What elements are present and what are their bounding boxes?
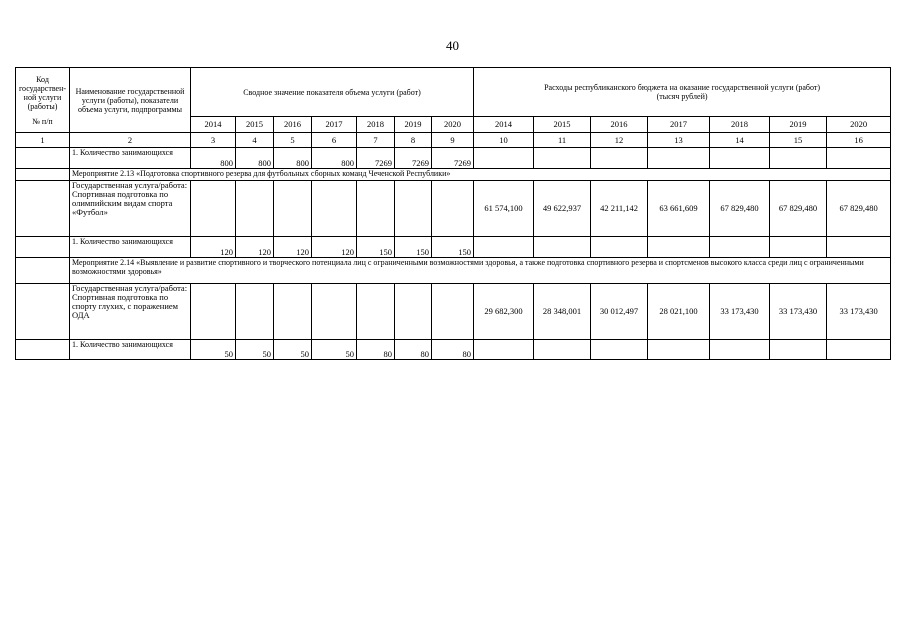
code-cell [16,237,70,258]
expense-year: 2020 [827,117,891,133]
expense-cell: 49 622,937 [534,181,591,237]
event-row [16,258,891,284]
column-number: 1 [16,133,70,148]
expense-year: 2018 [710,117,770,133]
expense-cell: 42 211,142 [591,181,648,237]
expense-cell: 67 829,480 [710,181,770,237]
column-number: 3 [191,133,236,148]
column-number: 6 [312,133,357,148]
volume-cell: 150 [395,237,432,258]
volume-cell: 50 [274,340,312,360]
expense-cell [648,340,710,360]
volume-header: Сводное значение показателя объема услуги (работ) [191,68,474,117]
volume-cell: 800 [191,148,236,169]
indicator-name: 1. Количество занимающихся [70,237,191,258]
expense-cell [648,148,710,169]
column-number: 7 [357,133,395,148]
expense-cell [827,148,891,169]
expense-cell [770,148,827,169]
volume-cell [191,181,236,237]
volume-cell [357,284,395,340]
column-number: 2 [70,133,191,148]
expense-cell [827,237,891,258]
volume-cell: 80 [395,340,432,360]
column-number: 16 [827,133,891,148]
expense-cell [474,340,534,360]
expense-cell: 61 574,100 [474,181,534,237]
volume-year: 2020 [432,117,474,133]
volume-cell [395,181,432,237]
volume-cell [395,284,432,340]
code-cell [16,340,70,360]
service-name: Государственная услуга/работа: Спортивная подготовка по спорту глухих, с поражением ОДА [70,284,191,340]
table-row [16,148,891,169]
code-cell [16,181,70,237]
volume-cell [274,181,312,237]
expense-cell [534,148,591,169]
expense-cell: 33 173,430 [710,284,770,340]
expense-cell [648,237,710,258]
expense-header-line2: (тысяч рублей) [656,92,708,101]
column-number: 14 [710,133,770,148]
expense-cell: 67 829,480 [827,181,891,237]
column-number: 4 [236,133,274,148]
row-number-header: № п/п [32,116,53,126]
table-row [16,284,891,340]
expense-cell [770,237,827,258]
expense-cell: 33 173,430 [770,284,827,340]
expense-header-line1: Расходы республиканского бюджета на оказание государственной услуги (работ) [544,83,821,92]
volume-cell [432,284,474,340]
expense-cell [591,148,648,169]
column-number: 13 [648,133,710,148]
table-row [16,237,891,258]
column-number: 15 [770,133,827,148]
expense-cell: 28 021,100 [648,284,710,340]
expense-cell [710,340,770,360]
code-cell [16,148,70,169]
service-name: Государственная услуга/работа: Спортивная подготовка по олимпийским видам спорта «Футбол» [70,181,191,237]
expense-cell: 29 682,300 [474,284,534,340]
expense-cell: 63 661,609 [648,181,710,237]
code-header: Код государствен-ной услуги (работы) [18,74,67,111]
event-row [16,169,891,181]
code-cell [16,258,70,284]
column-number: 8 [395,133,432,148]
expense-cell [827,340,891,360]
expense-cell [474,148,534,169]
expense-cell: 33 173,430 [827,284,891,340]
volume-cell [274,284,312,340]
column-number: 12 [591,133,648,148]
volume-cell: 80 [432,340,474,360]
volume-cell: 50 [312,340,357,360]
volume-year: 2019 [395,117,432,133]
volume-cell [236,284,274,340]
code-header-cell [16,68,70,133]
volume-cell: 800 [312,148,357,169]
volume-cell: 150 [357,237,395,258]
volume-cell: 800 [274,148,312,169]
volume-cell [432,181,474,237]
indicator-name: 1. Количество занимающихся [70,340,191,360]
expense-cell [710,237,770,258]
expense-cell: 67 829,480 [770,181,827,237]
volume-cell: 120 [191,237,236,258]
expense-cell [770,340,827,360]
volume-cell: 120 [274,237,312,258]
page-number: 40 [446,38,459,53]
expense-year: 2019 [770,117,827,133]
volume-cell [312,181,357,237]
header-row [16,68,891,117]
volume-year: 2018 [357,117,395,133]
volume-cell [357,181,395,237]
volume-year: 2014 [191,117,236,133]
volume-cell [312,284,357,340]
budget-table [15,67,891,360]
expense-year: 2017 [648,117,710,133]
expense-cell [474,237,534,258]
expense-header [474,68,891,117]
volume-year: 2017 [312,117,357,133]
event-2-13-title: Мероприятие 2.13 «Подготовка спортивного резерва для футбольных сборных команд Чеченской Республики» [70,169,891,181]
code-cell [16,169,70,181]
volume-cell: 150 [432,237,474,258]
expense-cell: 30 012,497 [591,284,648,340]
column-number: 9 [432,133,474,148]
volume-year: 2015 [236,117,274,133]
volume-cell: 7269 [432,148,474,169]
code-cell [16,284,70,340]
volume-cell [236,181,274,237]
volume-cell: 7269 [357,148,395,169]
expense-cell [534,340,591,360]
expense-year: 2014 [474,117,534,133]
volume-cell: 50 [236,340,274,360]
volume-cell [191,284,236,340]
table-row [16,340,891,360]
event-2-14-title: Мероприятие 2.14 «Выявление и развитие спортивного и творческого потенциала лиц с ограниченными возможностями здоровья, а также подготовка спортивного резерва и спортсменов высокого класса среди лиц с ограниченными возможностями здоровья» [70,258,891,284]
expense-cell [591,340,648,360]
volume-cell: 50 [191,340,236,360]
expense-year: 2015 [534,117,591,133]
volume-cell: 7269 [395,148,432,169]
volume-cell: 800 [236,148,274,169]
expense-year: 2016 [591,117,648,133]
volume-cell: 120 [312,237,357,258]
expense-cell [710,148,770,169]
name-header: Наименование государственной услуги (работы), показатели объема услуги, подпрограммы [70,68,191,133]
volume-year: 2016 [274,117,312,133]
column-numbers-row [16,133,891,148]
column-number: 5 [274,133,312,148]
volume-cell: 80 [357,340,395,360]
expense-cell: 28 348,001 [534,284,591,340]
table-row [16,181,891,237]
column-number: 11 [534,133,591,148]
column-number: 10 [474,133,534,148]
indicator-name: 1. Количество занимающихся [70,148,191,169]
volume-cell: 120 [236,237,274,258]
expense-cell [534,237,591,258]
expense-cell [591,237,648,258]
